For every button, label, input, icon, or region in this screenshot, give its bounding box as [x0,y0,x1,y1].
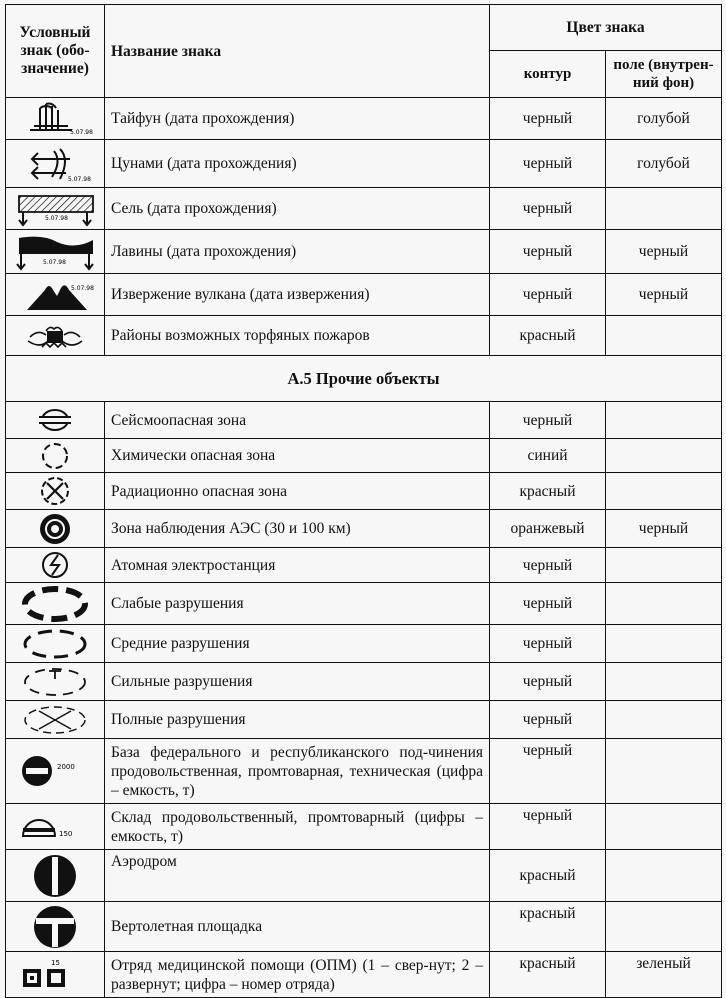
table-row: 5.07.98 Лавины (дата прохождения) черный черный [6,230,722,274]
svg-text:15: 15 [51,958,60,967]
header-outline: контур [490,51,606,98]
header-name: Название знака [105,5,490,98]
table-row: 5.07.98 Тайфун (дата прохождения) черный голубой [6,98,722,140]
svg-text:5.07.98: 5.07.98 [70,128,93,136]
peat-fire-icon [6,316,105,356]
section-title: А.5 Прочие объекты [6,356,722,402]
header-fill: поле (внутрен-ний фон) [606,51,722,98]
symbols-table [5,4,722,998]
table-row: Вертолетная площадка красный [6,902,722,952]
svg-text:5.07.98: 5.07.98 [43,258,66,266]
table-row: Полные разрушения черный [6,701,722,739]
svg-text:150: 150 [59,829,73,838]
tsunami-icon [6,140,105,188]
strong-destruction-icon [6,663,105,701]
table-row: Районы возможных торфяных пожаров красный [6,316,722,356]
weak-destruction-icon [6,583,105,625]
mudflow-icon [6,188,105,230]
svg-text:5.07.98: 5.07.98 [68,175,91,183]
table-row: Атомная электростанция черный [6,548,722,583]
helipad-icon [6,902,105,952]
svg-text:2000: 2000 [57,763,75,771]
table-row: Зона наблюдения АЭС (30 и 100 км) оранжевый черный [6,510,722,548]
radiation-zone-icon [6,473,105,510]
warehouse-icon [6,804,105,850]
npp-observation-zone-icon [6,510,105,548]
symbols-table-wrapper [5,4,722,998]
table-row: Сейсмоопасная зона черный [6,402,722,439]
table-row: Слабые разрушения черный [6,583,722,625]
medical-unit-icon [6,952,105,998]
airfield-icon [6,850,105,902]
table-row: Сильные разрушения черный [6,663,722,701]
header-color: Цвет знака [490,5,722,51]
table-row: 15 Отряд медицинской помощи (ОПМ) (1 – свер-нут; 2 – развернут; цифра – номер отряда) красный зеленый [6,952,722,998]
volcano-icon [6,274,105,316]
table-row: 150 Склад продовольственный, промтоварный (цифры – емкость, т) черный [6,804,722,850]
medium-destruction-icon [6,625,105,663]
typhoon-icon [6,98,105,140]
svg-text:5.07.98: 5.07.98 [45,214,68,222]
table-row: 2000 База федерального и республиканского под-чинения продовольственная, промтоварная, техническая (цифра – емкость, т) черный [6,739,722,804]
npp-icon [6,548,105,583]
header-row [6,5,722,51]
table-row: Средние разрушения черный [6,625,722,663]
supply-base-icon [6,739,105,804]
header-symbol: Условный знак (обо-значение) [6,5,105,98]
chemical-zone-icon [6,439,105,473]
table-row: 5.07.98 Извержение вулкана (дата извержения) черный черный [6,274,722,316]
section-row [6,356,722,402]
seismic-zone-icon [6,402,105,439]
svg-text:5.07.98: 5.07.98 [71,284,94,292]
full-destruction-icon [6,701,105,739]
table-row: 5.07.98 Цунами (дата прохождения) черный голубой [6,140,722,188]
avalanche-icon [6,230,105,274]
table-row: Радиационно опасная зона красный [6,473,722,510]
table-row: Химически опасная зона синий [6,439,722,473]
table-row: 5.07.98 Сель (дата прохождения) черный [6,188,722,230]
table-row: Аэродром красный [6,850,722,902]
